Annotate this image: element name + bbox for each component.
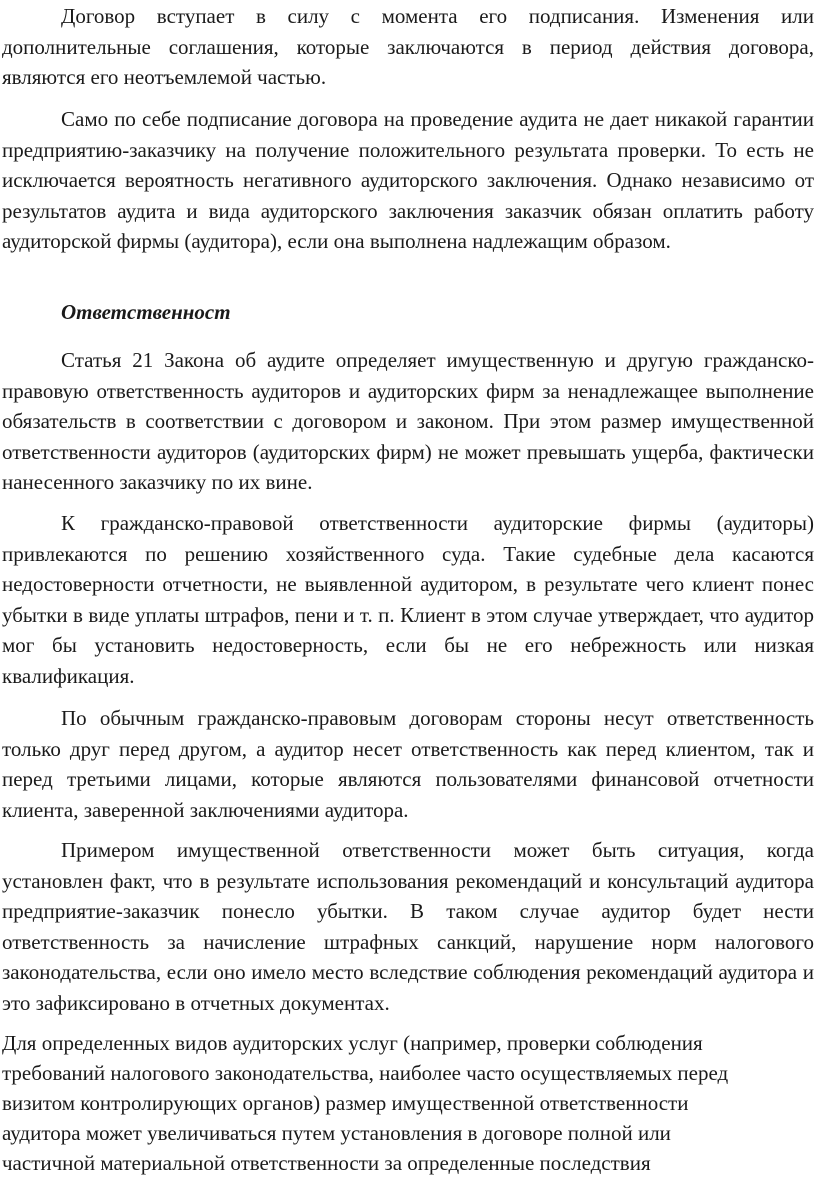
text-line: аудитора может увеличиваться путем установления в договоре полной или: [2, 1121, 671, 1145]
text-line: частичной материальной ответственности за определенные последствия: [2, 1151, 651, 1175]
text-line: Для определенных видов аудиторских услуг (например, проверки соблюдения: [2, 1031, 703, 1055]
paragraph-civil-liability: К гражданско-правовой ответственности аудиторские фирмы (аудиторы) привлекаются по решению хозяйственного суда. Такие судебные дела касаются недостоверности отчетности, не выявленной аудитором, в результате чего клиент понес убытки в виде уплаты штрафов, пени и т. п. Клиент в этом случае утверждает, что аудитор мог бы установить недостоверность, если бы не его небрежность или низкая квалификация.: [2, 511, 814, 688]
paragraph-special-services: [2, 1028, 814, 1178]
paragraph-contract-effective: Договор вступает в силу с момента его подписания. Изменения или дополнительные соглашения, которые заключаются в период действия договора, являются его неотъемлемой частью.: [2, 4, 814, 90]
paragraph-signing-no-guarantee: Само по себе подписание договора на проведение аудита не дает никакой гарантии предприятию-заказчику на получение положительного результата проверки. То есть не исключается вероятность негативного аудиторского заключения. Однако независимо от результатов аудита и вида аудиторского заключения заказчик обязан оплатить работу аудиторской фирмы (аудитора), если она выполнена надлежащим образом.: [2, 107, 814, 254]
paragraph-article-21: Статья 21 Закона об аудите определяет имущественную и другую гражданско-правовую ответственность аудиторов и аудиторских фирм за ненадлежащее выполнение обязательств в соответствии с договором и законом. При этом размер имущественной ответственности аудиторов (аудиторских фирм) не может превышать ущерба, фактически нанесенного заказчику по их вине.: [2, 348, 814, 495]
paragraph-third-parties: По обычным гражданско-правовым договорам стороны несут ответственность только друг перед другом, а аудитор несет ответственность как перед клиентом, так и перед третьими лицами, которые являются пользователями финансовой отчетности клиента, заверенной заключениями аудитора.: [2, 706, 814, 822]
paragraph-property-liability-example: Примером имущественной ответственности может быть ситуация, когда установлен факт, что в результате использования рекомендаций и консультаций аудитора предприятие-заказчик понесло убытки. В таком случае аудитор будет нести ответственность за начисление штрафных санкций, нарушение норм налогового законодательства, если оно имело место вследствие соблюдения рекомендаций аудитора и это зафиксировано в отчетных документах.: [2, 838, 814, 1015]
section-heading-responsibility: Ответственност: [61, 300, 231, 324]
text-line: визитом контролирующих органов) размер имущественной ответственности: [2, 1091, 689, 1115]
text-line: требований налогового законодательства, наиболее часто осуществляемых перед: [2, 1061, 729, 1085]
